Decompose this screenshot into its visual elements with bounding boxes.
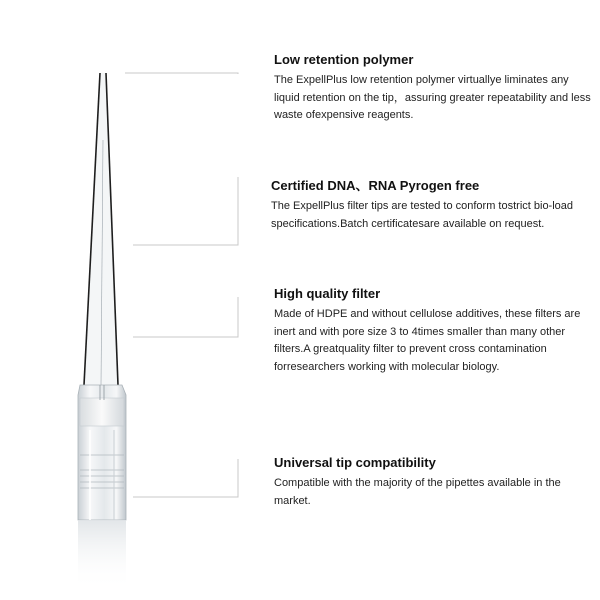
feature-description: The ExpellPlus low retention polymer virtuallye liminates any liquid retention on the tip，assuring greater repeatability and less waste ofexpensive reagents. — [274, 74, 591, 121]
callout-line-1 — [125, 73, 238, 74]
feature-title: Universal tip compatibility — [274, 455, 436, 470]
tip-shaft — [84, 73, 118, 385]
feature-filter — [274, 286, 594, 376]
feature-title: Certified DNA、RNA Pyrogen free — [271, 178, 480, 193]
tip-collar — [78, 385, 126, 520]
feature-description: Made of HDPE and without cellulose additives, these filters are inert and with pore size 3 to 4times smaller than many other filters.A greatquality filter to prevent cross contamination forresearchers working with molecular biology. — [274, 308, 581, 373]
feature-low-retention — [274, 52, 594, 125]
feature-description: The ExpellPlus filter tips are tested to conform tostrict bio-load specifications.Batch certificatesare available on request. — [271, 200, 574, 230]
feature-universal — [274, 455, 594, 510]
callout-line-4 — [133, 459, 238, 497]
feature-title: High quality filter — [274, 286, 381, 301]
callout-line-2 — [133, 177, 238, 245]
feature-description: Compatible with the majority of the pipettes available in the market. — [274, 477, 561, 507]
feature-title: Low retention polymer — [274, 52, 414, 67]
feature-certified — [271, 178, 591, 233]
filter-plug — [80, 398, 124, 426]
tip-reflection — [78, 520, 126, 590]
callout-line-3 — [133, 297, 238, 337]
callout-lines — [125, 73, 238, 497]
